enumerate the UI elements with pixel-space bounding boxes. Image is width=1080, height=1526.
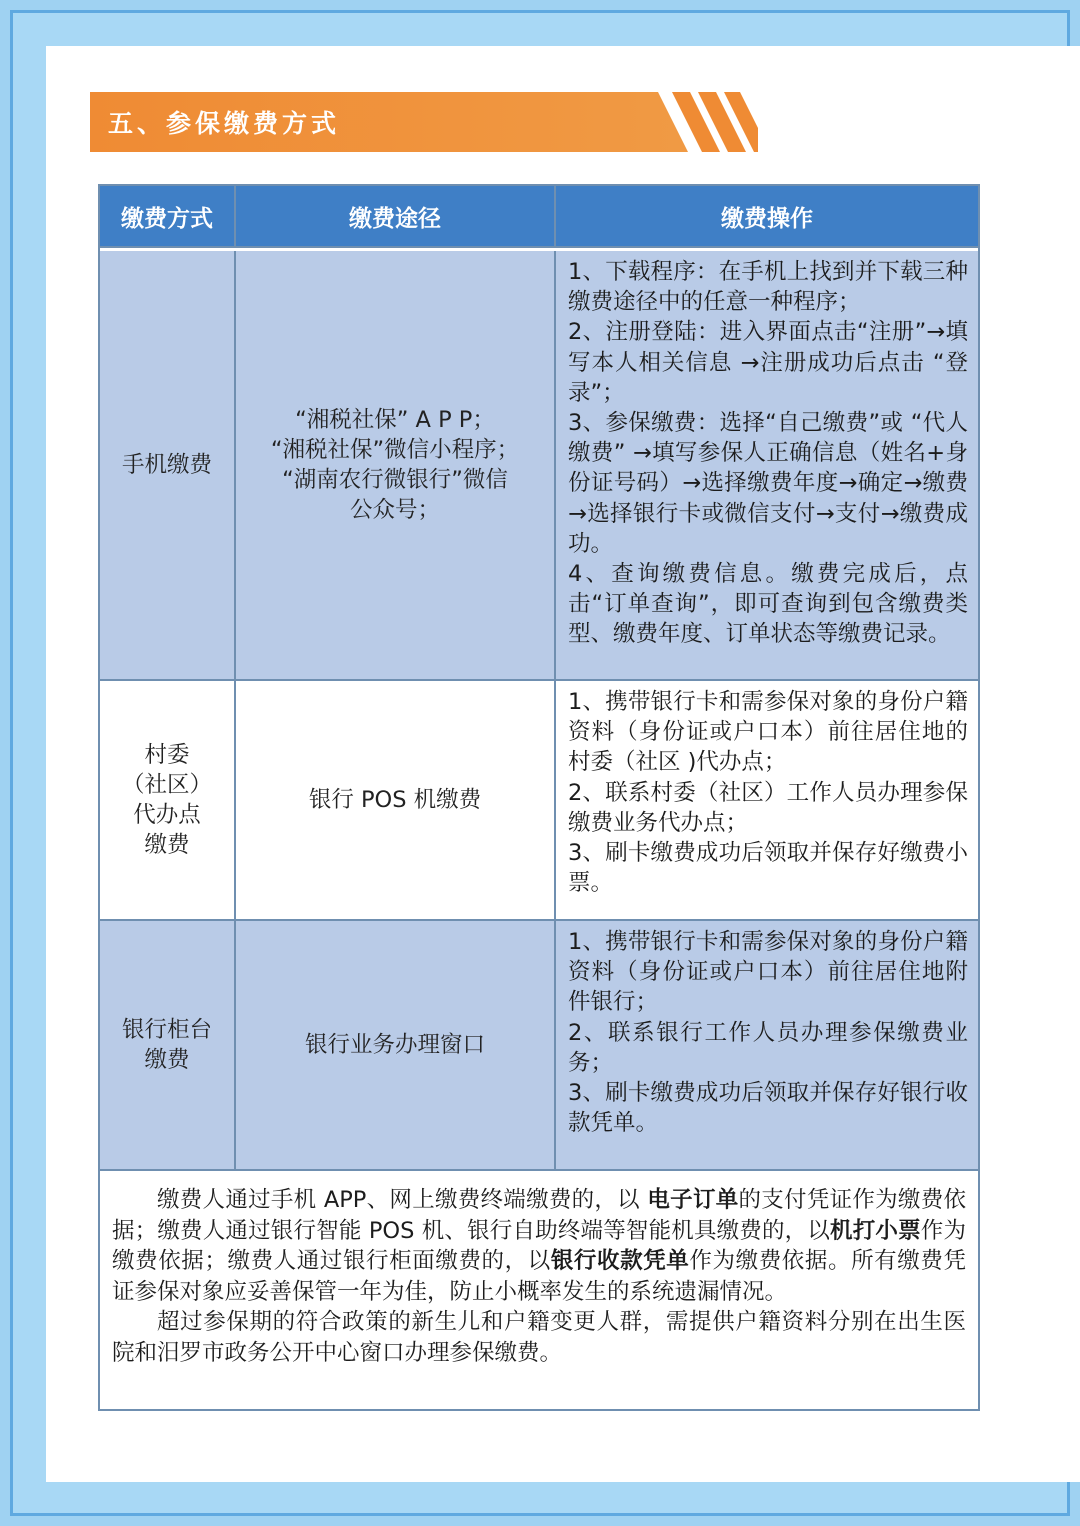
operation-step: 2、联系银行工作人员办理参保缴费业务；	[568, 1019, 968, 1076]
note-emphasis: 机打小票	[830, 1217, 921, 1244]
operation-step: 2、注册登陆：进入界面点击“注册”→填写本人相关信息 →注册成功后点击 “登录”；	[568, 319, 968, 406]
channel-cell	[236, 681, 556, 921]
header-method: 缴费方式	[100, 186, 236, 248]
note-text: 的支付凭证作为缴费依据；缴费人通过银行智能 POS 机、银行自助终端等智能机具缴费的，以	[112, 1187, 966, 1244]
note-paragraph: 超过参保期的符合政策的新生儿和户籍变更人群，需提供户籍资料分别在出生医院和汨罗市政务公开中心窗口办理参保缴费。	[112, 1309, 966, 1366]
method-cell	[100, 921, 236, 1171]
section-title: 五、参保缴费方式	[108, 109, 341, 138]
operation-cell	[556, 681, 978, 921]
method-line: 缴费	[144, 1047, 190, 1073]
operation-cell	[556, 921, 978, 1171]
section-banner	[90, 92, 758, 152]
method-line: 银行柜台	[121, 1017, 212, 1043]
header-operation: 缴费操作	[556, 186, 978, 248]
note-emphasis: 电子订单	[647, 1187, 739, 1213]
channel-line: “湖南农行微银行”微信	[282, 467, 508, 493]
channel-line: 银行业务办理窗口	[304, 1032, 485, 1058]
channel-line: “湘税社保” A P P；	[295, 407, 495, 433]
method-line: 代办点	[133, 802, 201, 828]
method-cell	[100, 251, 236, 681]
table-row	[100, 251, 978, 681]
table-header-row	[100, 186, 978, 251]
method-line: 缴费	[144, 832, 190, 858]
operation-step: 1、携带银行卡和需参保对象的身份户籍资料（身份证或户口本）前往居住地的村委（社区 )代办点；	[568, 689, 968, 776]
note-emphasis: 银行收款凭单	[550, 1248, 690, 1274]
header-channel: 缴费途径	[236, 186, 556, 248]
method-line: （社区）	[121, 772, 212, 798]
operation-step: 1、下载程序：在手机上找到并下载三种缴费途径中的任意一种程序；	[568, 259, 968, 316]
operation-cell	[556, 251, 978, 681]
operation-step: 1、携带银行卡和需参保对象的身份户籍资料（身份证或户口本）前往居住地附件银行；	[568, 929, 968, 1016]
operation-step: 3、刷卡缴费成功后领取并保存好银行收款凭单。	[568, 1080, 968, 1137]
note-text: 作为缴费依据；缴费人通过银行柜面缴费的，以	[112, 1217, 966, 1274]
note-text: 缴费人通过手机 APP、网上缴费终端缴费的，以	[157, 1187, 648, 1213]
channel-line: 公众号；	[349, 497, 440, 523]
operation-step: 4、查询缴费信息。缴费完成后，点击“订单查询”，即可查询到包含缴费类型、缴费年度、订单状态等缴费记录。	[568, 561, 968, 648]
note-text: 作为缴费依据。所有缴费凭证参保对象应妥善保管一年为佳，防止小概率发生的系统遗漏情况。	[112, 1248, 966, 1305]
table-row	[100, 681, 978, 921]
operation-step: 3、参保缴费：选择“自己缴费”或 “代人缴费” →填写参保人正确信息（姓名+身份证号码）→选择缴费年度→确定→缴费→选择银行卡或微信支付→支付→缴费成功。	[568, 410, 968, 557]
payment-note	[100, 1171, 978, 1409]
method-line: 村委	[144, 742, 190, 768]
note-paragraph	[112, 1185, 966, 1307]
channel-cell	[236, 921, 556, 1171]
table-row	[100, 921, 978, 1171]
channel-cell	[236, 251, 556, 681]
channel-line: “湘税社保”微信小程序；	[270, 437, 520, 463]
payment-table	[98, 184, 980, 1411]
operation-step: 3、刷卡缴费成功后领取并保存好缴费小票。	[568, 840, 968, 897]
channel-line: 银行 POS 机缴费	[308, 787, 482, 813]
method-cell	[100, 681, 236, 921]
method-line: 手机缴费	[121, 452, 212, 478]
operation-step: 2、联系村委（社区）工作人员办理参保缴费业务代办点；	[568, 779, 968, 836]
